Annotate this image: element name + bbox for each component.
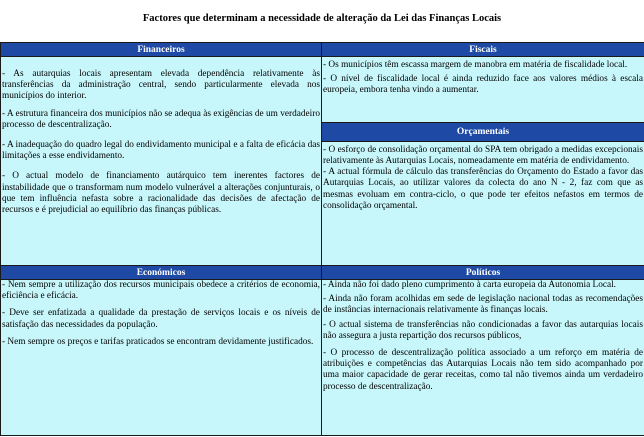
economicos-item: - Nem sempre os preços e tarifas praticados se encontram devidamente justificados. [2,336,314,347]
cell-politicos [322,280,644,436]
financeiros-item: - O actual modelo de financiamento autárquico tem inerentes factores de instabilidade que o transformam num modelo vulnerável a alterações conjunturais, o que tem influência nefasta sobre a racionalidade das decisões de afectação de recursos e é prejudicial ao equilíbrio das finanças públicas. [2,171,320,216]
politicos-item: - O actual sistema de transferências não condicionadas a favor das autarquias locais não assegura a justa repartição dos recursos públicos, [323,319,643,341]
economicos-item: - Deve ser enfatizada a qualidade da prestação de serviços locais e os níveis de satisfação das necessidades da população. [2,308,320,330]
politicos-item: - Ainda não foi dado pleno cumprimento à carta europeia da Autonomia Local. [323,280,617,290]
cell-financeiros [1,57,322,266]
economicos-item: - Nem sempre a utilização dos recursos municipais obedece a critérios de economia, eficiência e eficácia. [2,280,320,302]
header-politicos: Políticos [322,266,644,280]
orcamentais-item: - O esforço de consolidação orçamental do SPA tem obrigado a medidas excepcionais relativamente às Autarquias Locais, nomeadamente em matéria de endividamento. [323,144,643,166]
fiscais-item: - Os municípios têm escassa margem de manobra em matéria de fiscalidade local. [323,60,628,70]
financeiros-item: - A estrutura financeira dos municípios não se adequa às exigências de um verdadeiro processo de descentralização. [2,108,320,130]
page-title: Factores que determinam a necessidade de alteração da Lei das Finanças Locais [142,13,502,24]
header-economicos: Económicos [1,266,322,280]
financeiros-item: - A inadequação do quadro legal do endividamento municipal e a falta de eficácia das limitações a esse endividamento. [2,140,320,162]
politicos-item: - Ainda não foram acolhidas em sede de legislação nacional todas as recomendações de instâncias internacionais relativamente às finanças locais. [323,294,643,316]
orcamentais-item: - A actual fórmula de cálculo das transferências do Orçamento do Estado a favor das Autarquias Locais, ao utilizar valores da colecta do ano N - 2, faz com que as mesmas evoluam em contra-ciclo, o que pode ter efeitos nefastos em termos de consolidação orçamental. [323,167,643,211]
politicos-item: - O processo de descentralização política associado a um reforço em matéria de atribuições e competências das Autarquias Locais não tem sido acompanhado por uma maior capacidade de gerar receitas, como tal não tivemos ainda um verdadeiro processo de descentralização. [323,348,643,392]
cell-fiscais [322,57,644,123]
cell-orcamentais [322,141,644,265]
header-financeiros: Financeiros [1,43,322,57]
header-orcamentais: Orçamentais [322,122,644,141]
header-fiscais: Fiscais [322,43,644,57]
cell-economicos [1,280,322,436]
fiscais-item: - O nível de fiscalidade local é ainda reduzido face aos valores médios à escala europeia, embora tenha vindo a aumentar. [323,74,643,96]
factors-table [0,42,644,436]
financeiros-item: - As autarquias locais apresentam elevada dependência relativamente às transferências da administração central, sendo particularmente elevada nos municípios do interior. [2,69,320,102]
